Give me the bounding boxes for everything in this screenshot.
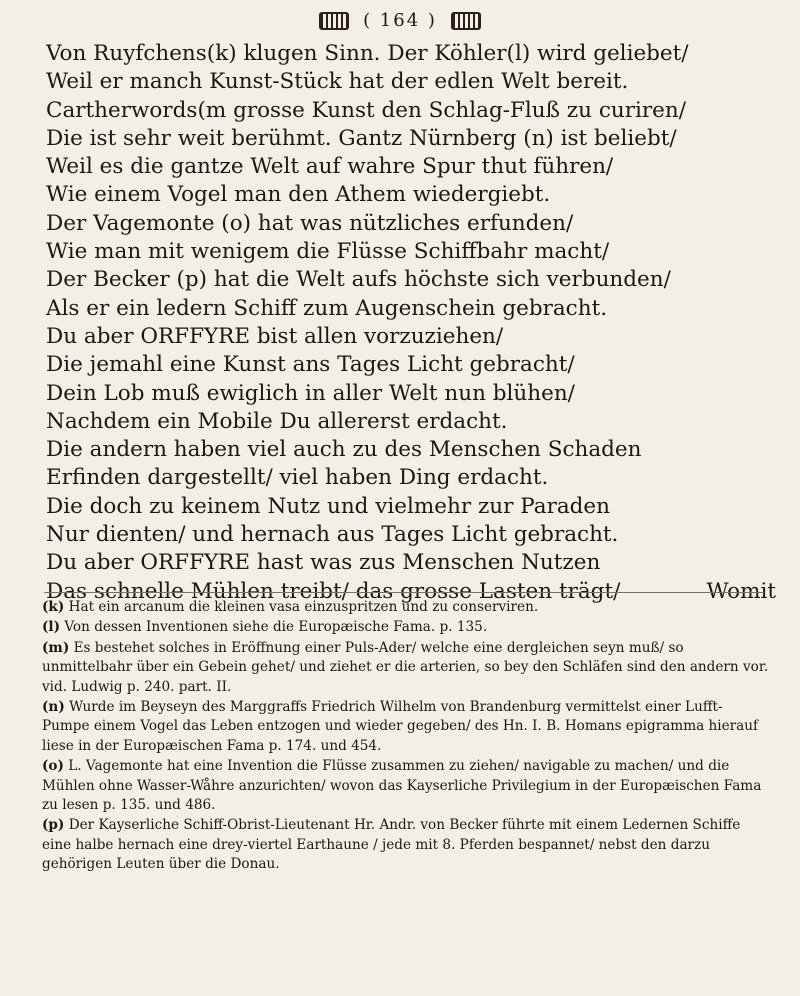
verse-line: Du aber ORFFYRE hast was zus Menschen Nutzen bbox=[46, 550, 601, 576]
verse-line: Weil er manch Kunst-Stück hat der edlen Welt bereit. bbox=[46, 69, 629, 95]
footnote-p bbox=[42, 816, 770, 874]
verse-line: Du aber ORFFYRE bist allen vorzuziehen/ bbox=[46, 323, 504, 349]
verse-line: Nur dienten/ und hernach aus Tages Licht gebracht. bbox=[46, 522, 619, 548]
footnotes bbox=[42, 598, 770, 876]
verse-line: Die andern haben viel auch zu des Menschen Schaden bbox=[46, 437, 642, 463]
verse-line: Nachdem ein Mobile Du allererst erdacht. bbox=[46, 408, 508, 434]
footnote-n bbox=[42, 698, 770, 756]
footnote-divider bbox=[44, 592, 764, 593]
footnote-m bbox=[42, 639, 770, 697]
footnote-label: (l) bbox=[42, 619, 61, 636]
verse-line: Die doch zu keinem Nutz und vielmehr zur Paraden bbox=[46, 493, 611, 519]
verse-line: Die jemahl eine Kunst ans Tages Licht gebracht/ bbox=[46, 352, 575, 378]
catchword: Womit bbox=[706, 578, 776, 604]
footnote-k bbox=[42, 598, 770, 617]
verse-line: Wie man mit wenigem die Flüsse Schiffbahr macht/ bbox=[46, 239, 610, 265]
verse-line: Der Vagemonte (o) hat was nützliches erfunden/ bbox=[46, 210, 574, 236]
verse-line: Weil es die gantze Welt auf wahre Spur thut führen/ bbox=[46, 154, 614, 180]
poem-verse bbox=[46, 40, 776, 606]
footnote-o bbox=[42, 757, 770, 815]
footnote-text: Der Kayserliche Schiff-Obrist-Lieutenant Hr. Andr. von Becker führte mit einem Ledernen Schiffe eine halbe hernach eine drey-viertel Earthaune / jede mit 8. Pferden bespannet/ nebst den darzu gehörigen Leuten über die Donau. bbox=[42, 817, 741, 873]
ornament-left-icon bbox=[319, 12, 349, 30]
footnote-text: L. Vagemonte hat eine Invention die Flüsse zusammen zu ziehen/ navigable zu machen/ und die Mühlen ohne Wasser-Wåhre anzurichten/ wovon das Kayserliche Privilegium in der Europæischen Fama zu lesen p. 135. und 486. bbox=[42, 758, 762, 814]
verse-line: Wie einem Vogel man den Athem wiedergiebt. bbox=[46, 182, 551, 208]
ornament-right-icon bbox=[451, 12, 481, 30]
verse-line: Als er ein ledern Schiff zum Augenschein gebracht. bbox=[46, 295, 608, 321]
footnote-label: (p) bbox=[42, 817, 65, 834]
verse-line: Dein Lob muß ewiglich in aller Welt nun blühen/ bbox=[46, 380, 575, 406]
footnote-label: (k) bbox=[42, 599, 65, 615]
verse-line: Erfinden dargestellt/ viel haben Ding erdacht. bbox=[46, 465, 549, 491]
page-number: ( 164 ) bbox=[363, 10, 437, 31]
footnote-text: Hat ein arcanum die kleinen vasa einzuspritzen und zu conserviren. bbox=[68, 599, 539, 615]
footnote-label: (m) bbox=[42, 639, 70, 656]
footnote-l bbox=[42, 618, 770, 637]
footnote-label: (n) bbox=[42, 699, 65, 716]
verse-line: Die ist sehr weit berühmt. Gantz Nürnberg (n) ist beliebt/ bbox=[46, 125, 677, 151]
verse-line: Von Ruyfchens(k) klugen Sinn. Der Köhler(l) wird geliebet/ bbox=[46, 41, 689, 66]
footnote-label: (o) bbox=[42, 758, 64, 775]
footnote-text: Es bestehet solches in Eröffnung einer Puls-Ader/ welche eine dergleichen seyn muß/ so unmittelbahr über ein Gebein gehet/ und ziehet er die arterien, so bey den Schläfen sind den andern vor. vid. Ludwig p. 240. part. II. bbox=[42, 639, 769, 695]
footnote-text: Wurde im Beyseyn des Marggraffs Friedrich Wilhelm von Brandenburg vermittelst einer Lufft-Pumpe einem Vogel das Leben entzogen und wieder gegeben/ des Hn. I. B. Homans epigramma hierauf liese in der Europæischen Fama p. 174. und 454. bbox=[42, 699, 759, 754]
verse-line: Cartherwords(m grosse Kunst den Schlag-Fluß zu curiren/ bbox=[46, 97, 686, 123]
verse-line-text: Das schnelle Mühlen treibt/ das grosse Lasten trägt/ bbox=[46, 578, 621, 604]
footnote-text: Von dessen Inventionen siehe die Europæische Fama. p. 135. bbox=[64, 619, 488, 636]
verse-line: Der Becker (p) hat die Welt aufs höchste sich verbunden/ bbox=[46, 267, 671, 293]
page-header bbox=[0, 10, 800, 31]
